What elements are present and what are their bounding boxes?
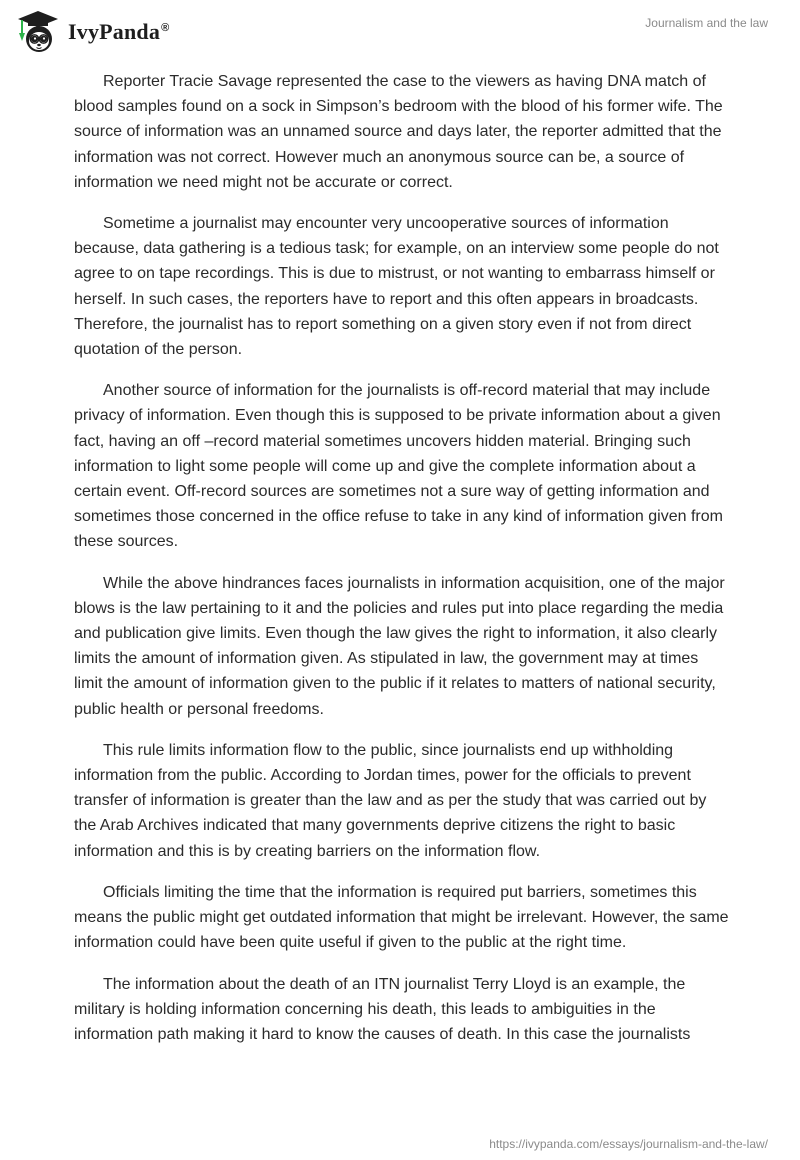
brand-name — [68, 19, 169, 45]
brand-text: IvyPanda — [68, 19, 161, 44]
paragraph: This rule limits information flow to the public, since journalists end up withholding information from the public. According to Jordan times, power for the officials to prevent transfer of information is greater than the law and as per the study that was carried out by the Arab Archives indicated that many governments deprive citizens the right to basic information and this is by creating barriers on the information flow. — [74, 741, 707, 860]
registered-mark: ® — [161, 21, 170, 34]
paragraph: Another source of information for the journalists is off-record material that may include privacy of information. Even though this is supposed to be private information about a given fact, having an off –record material sometimes uncovers hidden material. Bringing such information to light some people will come up and give the complete information about a certain event. Off-record sources are sometimes not a sure way of getting information and sometimes those concerned in the office refuse to take in any kind of information given from these sources. — [74, 382, 723, 551]
page-header — [0, 0, 800, 64]
paragraph: Reporter Tracie Savage represented the case to the viewers as having DNA match of blood samples found on a sock in Simpson’s bedroom with the blood of his former wife. The source of information was an unnamed source and days later, the reporter admitted that the information was not correct. However much an anonymous source can be, a source of information we need might not be accurate or correct. — [74, 73, 723, 191]
document-title: Journalism and the law — [645, 16, 768, 30]
paragraph: While the above hindrances faces journalists in information acquisition, one of the major blows is the law pertaining to it and the policies and rules put into place regarding the media and publication give limits. Even though the law gives the right to information, it also clearly limits the amount of information given. As stipulated in law, the government may at times limit the amount of information given to the public if it relates to matters of national security, public health or personal freedoms. — [74, 574, 725, 718]
paragraph: Sometime a journalist may encounter very uncooperative sources of information because, data gathering is a tedious task; for example, on an interview some people do not agree to on tape recordings. This is due to mistrust, or not wanting to embarrass himself or herself. In such cases, the reporters have to report and this often appears in broadcasts. Therefore, the journalist has to report something on a given story even if not from direct quotation of the person. — [74, 215, 719, 359]
source-url[interactable]: https://ivypanda.com/essays/journalism-and-the-law/ — [489, 1137, 768, 1151]
panda-graduate-icon — [14, 8, 62, 56]
paragraph: The information about the death of an ITN journalist Terry Lloyd is an example, the military is holding information concerning his death, this leads to ambiguities in the information path making it hard to know the causes of death. In this case the journalists — [74, 975, 691, 1043]
ivypanda-logo[interactable] — [14, 8, 169, 56]
paragraph: Officials limiting the time that the information is required put barriers, sometimes this means the public might get outdated information that might be irrelevant. However, the same information could have been quite useful if given to the public at the right time. — [74, 883, 729, 952]
essay-body — [74, 69, 730, 1063]
